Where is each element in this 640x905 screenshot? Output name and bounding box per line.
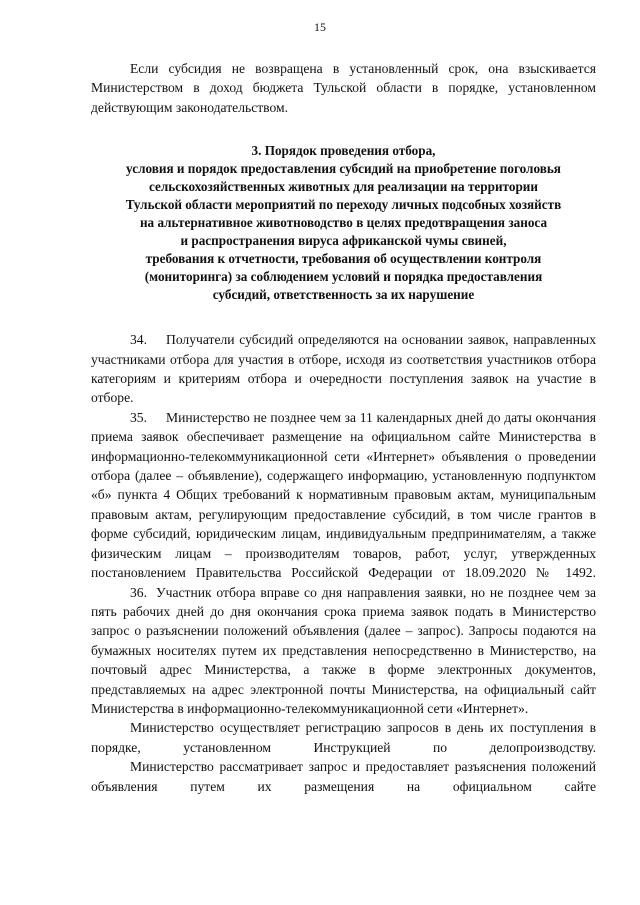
paragraph-34: [91, 330, 596, 408]
paragraph-35: [91, 408, 596, 583]
item-number: 35.: [130, 409, 147, 425]
paragraph-registration: Министерство осуществляет регистрацию запросов в день их поступления в порядке, установленном Инструкцией по делопроизводству.: [91, 720, 596, 755]
heading-line: (мониторинга) за соблюдением условий и порядка предоставления: [144, 269, 543, 285]
heading-line: на альтернативное животноводство в целях предотвращения заноса: [139, 215, 548, 231]
heading-line: и распространения вируса африканской чумы свиней,: [180, 233, 507, 249]
heading-line: 3. Порядок проведения отбора,: [251, 143, 436, 159]
heading-line: Тульской области мероприятий по переходу личных подсобных хозяйств: [125, 197, 562, 213]
item-number: 36.: [130, 584, 147, 600]
paragraph-36: [91, 583, 596, 719]
heading-line: условия и порядок предоставления субсидий на приобретение поголовья: [126, 161, 561, 177]
paragraph-review: Министерство рассматривает запрос и предоставляет разъяснения положений объявления путем их размещения на официальном сайте: [91, 759, 596, 794]
paragraph-text: Участник отбора вправе со дня направления заявки, но не позднее чем за пять рабочих дней до дня окончания срока приема заявок подать в Министерство запрос о разъяснении положений объявления (далее – запрос). Запросы подаются на бумажных носителях путем их представления непосредственно в Министерство, на почтовый адрес Министерства, а также в форме электронных документов, представляемых на адрес электронной почты Министерства, на официальный сайт Министерства в информационно-телекоммуникационной сети «Интернет».: [91, 584, 596, 716]
page-number: 15: [314, 20, 326, 34]
section-heading: [91, 142, 596, 304]
heading-line: требования к отчетности, требования об осуществлении контроля: [145, 251, 542, 267]
heading-line: субсидий, ответственность за их нарушение: [212, 287, 475, 303]
paragraph-text: Получатели субсидий определяются на основании заявок, направленных участниками отбора для участия в отборе, исходя из соответствия участников отбора категориям и критериям отбора и очередности поступления заявок на участие в отборе.: [91, 332, 596, 406]
paragraph-refund: Если субсидия не возвращена в установленный срок, она взыскивается Министерством в доход бюджета Тульской области в порядке, установленном действующим законодательством.: [91, 61, 596, 115]
item-number: 34.: [130, 332, 147, 348]
paragraph-text: Министерство не позднее чем за 11 календарных дней до даты окончания приема заявок обеспечивает размещение на официальном сайте Министерства в информационно-телекоммуникационной сети «Интернет» объявления о проведении отбора (далее – объявление), содержащего информацию, установленную подпунктом «б» пункта 4 Общих требований к нормативным правовым актам, муниципальным правовым актам, регулирующим предоставление субсидий, в том числе грантов в форме субсидий, юридическим лицам, индивидуальным предпринимателям, а также физическим лицам – производителям товаров, работ, услуг, утвержденных постановлением Правительства Российской Федерации от 18.09.2020 № 1492.: [91, 409, 596, 581]
document-body: [91, 59, 596, 796]
heading-line: сельскохозяйственных животных для реализации на территории: [149, 179, 538, 195]
